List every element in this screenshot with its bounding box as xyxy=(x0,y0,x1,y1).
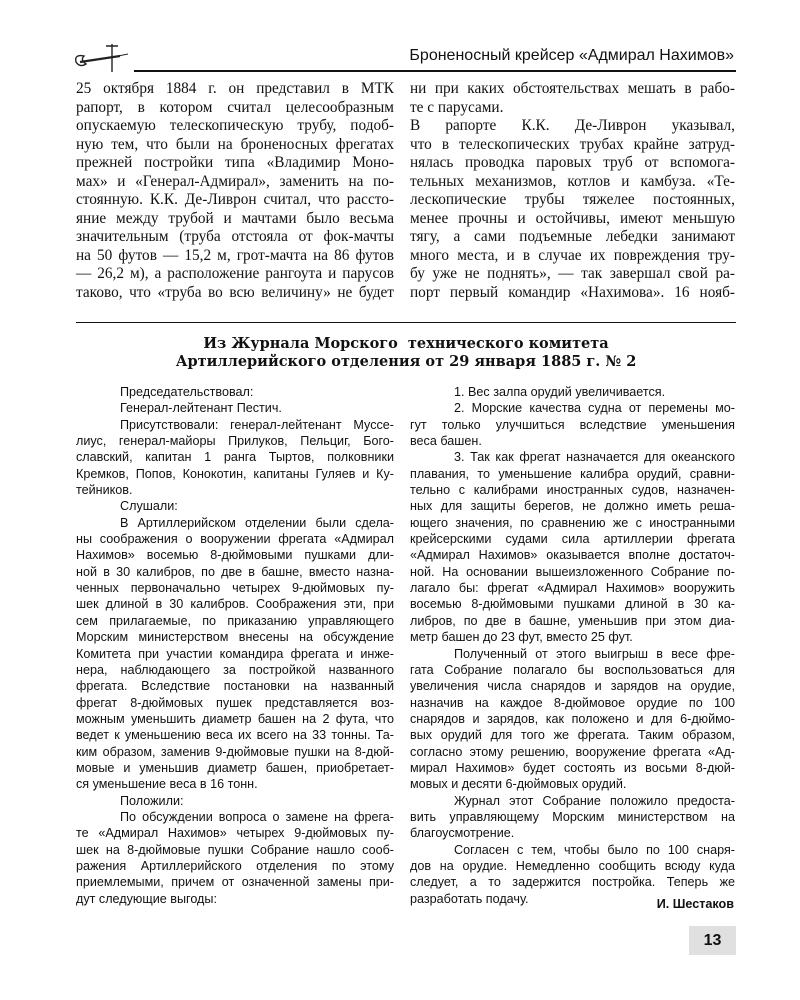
text-line: порт первый командир «Нахимова». 16 нояб- xyxy=(410,283,735,301)
top-right-column xyxy=(410,80,735,302)
text-line: лагало бы: фрегат «Адмирал Нахимов» вооружить xyxy=(410,581,735,596)
text-line: 25 октября 1884 г. он представил в МТК xyxy=(76,80,394,97)
text-line: вых орудий для того же фрегата. Таким образом, xyxy=(410,728,735,743)
text-line: ной в 30 калибров, по две в башне, вместо назна- xyxy=(76,564,394,579)
text-line: значительным (труба отстояла от фок-мачты xyxy=(76,228,394,245)
section-heading xyxy=(76,335,736,371)
text-line: Положили: xyxy=(120,793,184,808)
text-line: следует, а то задержится постройка. Теперь же xyxy=(410,875,735,890)
text-line: приемлемыми, причем от означенной замены при- xyxy=(76,875,394,890)
text-line: ражения Артиллерийского отделения по этому xyxy=(76,858,394,873)
text-line: Присутствовали: генерал-лейтенант Муссе- xyxy=(120,417,394,432)
text-line: менее прочны и остойчивы, имеют меньшую xyxy=(410,209,735,227)
text-line: много места, и в случае их повреждения тру- xyxy=(410,246,735,264)
text-line: Нахимов» восемью 8-дюймовыми пушками дли- xyxy=(76,548,394,563)
text-line: ведет к уменьшению веса их всего на 33 тонны. Та- xyxy=(76,728,394,743)
text-line: ющего значения, по сравнению же с иностранными xyxy=(410,515,735,530)
text-line: ную тем, что были на броненосных фрегатах xyxy=(76,135,394,153)
text-line: лескопические трубы тяжелее постоянных, xyxy=(410,191,735,208)
text-line: на 50 футов — 15,2 м, грот-мачта на 86 футов xyxy=(76,246,394,264)
text-line: Слушали: xyxy=(120,499,178,514)
text-line: гата Собрание полагало бы воспользоваться для xyxy=(410,662,735,677)
signature: И. Шестаков xyxy=(656,897,734,911)
text-line: В рапорте К.К. Де-Ливрон указывал, xyxy=(410,117,735,134)
text-line: тягу, а сами подъемные лебедки занимают xyxy=(410,228,735,245)
text-line: мирал Нахимов» будет состоять из восьми 8-дюй- xyxy=(410,760,735,775)
text-line: Полученный от этого выигрыш в весе фре- xyxy=(454,646,735,661)
text-line: сем прилагаемые, по приказанию управляющего xyxy=(76,613,394,628)
text-line: Согласен с тем, чтобы было по 100 снаря- xyxy=(454,842,735,857)
text-line: В Артиллерийском отделении были сдела- xyxy=(120,515,394,530)
text-line: шек длиной в 30 калибров. Соображения эти, при xyxy=(76,597,394,612)
text-line: мах» и «Генерал-Адмирал», заменить на по- xyxy=(76,172,394,190)
text-line: мовые и уменьшив диаметр башен, приобретает- xyxy=(76,760,394,775)
text-line: ных для защиты берегов, не должно иметь реша- xyxy=(410,499,735,514)
text-line: бу уже не поднять», — так завершал свой ра- xyxy=(410,265,735,282)
text-line: назначив на каждое 8-дюймовое орудие по 100 xyxy=(410,695,735,710)
text-line: увеличения числа снарядов и зарядов на орудие, xyxy=(410,679,735,694)
text-line: рапорт, в котором считал целесообразным xyxy=(76,98,394,116)
text-line: стоянную. К.К. Де-Ливрон считал, что рассто- xyxy=(76,191,394,208)
anchor-logo-icon xyxy=(72,42,132,74)
text-line: Журнал этот Собрание положило предоста- xyxy=(454,793,735,808)
text-line: тельных механизмов, котлов и камбуза. «Те- xyxy=(410,172,735,190)
text-line: разработать подачу. xyxy=(410,891,529,906)
text-line: Председательствовал: xyxy=(120,385,254,399)
text-line: веса башен. xyxy=(410,434,482,449)
text-line: прежней постройки типа «Владимир Моно- xyxy=(76,154,394,171)
heading-line-1: Из Журнала Морского технического комитета xyxy=(203,335,609,352)
text-line: — 26,2 м), а расположение рангоута и парусов xyxy=(76,265,394,282)
text-line: фрегата. Вследствие постановки на названный xyxy=(76,679,394,694)
text-line: согласно этому решению, вооружение фрегата «Ад- xyxy=(410,744,735,759)
text-line: восемью 8-дюймовыми пушками длиной в 30 ка- xyxy=(410,597,735,612)
text-line: можным уменьшить диаметр башен на 2 фута, что xyxy=(76,711,394,726)
text-line: ной. На основании вышеизложенного Собрание по- xyxy=(410,564,735,579)
text-line: «Адмирал Нахимов» оказывается вполне достаточ- xyxy=(410,548,735,563)
running-title: Броненосный крейсер «Адмирал Нахимов» xyxy=(409,47,734,64)
text-line: 3. Так как фрегат назначается для океанского xyxy=(454,450,735,465)
text-line: ны соображения о вооружении фрегата «Адмирал xyxy=(76,532,394,547)
text-line: вить управляющему Морским министерством на xyxy=(410,809,735,824)
text-line: нера, наблюдающего за постройкой названного xyxy=(76,662,394,677)
text-line: нялась проводка паровых труб от вспомога- xyxy=(410,154,735,171)
text-line: что в телескопических трубах крайне затруд- xyxy=(410,135,735,153)
text-line: либров, по две в башне, уменьшив при этом диа- xyxy=(410,613,735,628)
text-line: мовых и десяти 6-дюймовых орудий. xyxy=(410,777,627,792)
text-line: те «Адмирал Нахимов» четырех 9-дюймовых пу- xyxy=(76,826,394,841)
text-line: дов на орудие. Немедленно сообщить всюду куда xyxy=(410,858,735,873)
text-line: крейсерскими судами сила артиллерии фрегата xyxy=(410,532,735,547)
text-line: Генерал-лейтенант Пестич. xyxy=(120,401,282,416)
text-line: фрегат 8-дюймовых пушек представляется воз- xyxy=(76,695,394,710)
text-line: тейников. xyxy=(76,483,133,498)
text-line: плавания, то уменьшение калибра орудий, сравни- xyxy=(410,466,735,481)
top-left-column xyxy=(76,80,394,302)
text-line: дут следующие выгоды: xyxy=(76,891,217,906)
text-line: опускаемую телескопическую трубу, подоб- xyxy=(76,117,394,134)
text-line: 2. Морские качества судна от перемены мо- xyxy=(454,401,735,416)
text-line: снарядов и зарядов, как положено и для 6-дюймо- xyxy=(410,711,735,726)
text-line: 1. Вес залпа орудий увеличивается. xyxy=(454,385,666,399)
text-line: лиус, генерал-майоры Прилуков, Пельциг, Бого- xyxy=(76,434,394,449)
text-line: метр башен до 23 фут, вместо 25 фут. xyxy=(410,630,633,645)
text-line: гут только улучшиться вследствие уменьшения xyxy=(410,417,735,432)
body-right-column xyxy=(410,384,735,907)
text-line: славский, капитан 1 ранга Тыртов, полковники xyxy=(76,450,394,465)
text-line: Морским министерством внесены на обсуждение xyxy=(76,630,394,645)
heading-line-2: Артиллерийского отделения от 29 января 1885 г. № 2 xyxy=(175,353,637,370)
text-line: Комитета при участии командира фрегата и инже- xyxy=(76,646,394,661)
section-divider xyxy=(76,322,736,323)
text-line: ким образом, заменив 9-дюймовые пушки на 8-дюй- xyxy=(76,744,394,759)
text-line: шек на 8-дюймовые пушки Собрание нашло сооб- xyxy=(76,842,394,857)
text-line: те с парусами. xyxy=(410,98,504,116)
text-line: ся уменьшение веса в 16 тонн. xyxy=(76,777,258,792)
text-line: благоусмотрение. xyxy=(410,826,515,841)
text-line: ченных первоначально четырех 9-дюймовых пу- xyxy=(76,581,394,596)
page-number: 13 xyxy=(689,926,736,955)
text-line: ни при каких обстоятельствах мешать в рабо- xyxy=(410,80,735,97)
text-line: Кремков, Попов, Конокотин, капитаны Гуляев и Ку- xyxy=(76,466,394,481)
text-line: По обсуждении вопроса о замене на фрега- xyxy=(120,809,394,824)
text-line: яние между трубой и мачтами было весьма xyxy=(76,209,394,227)
text-line: тельно с калибрами иностранных судов, назначен- xyxy=(410,483,735,498)
body-left-column xyxy=(76,384,394,907)
text-line: таково, что «труба во всю величину» не будет xyxy=(76,283,394,301)
header-rule xyxy=(134,70,736,72)
